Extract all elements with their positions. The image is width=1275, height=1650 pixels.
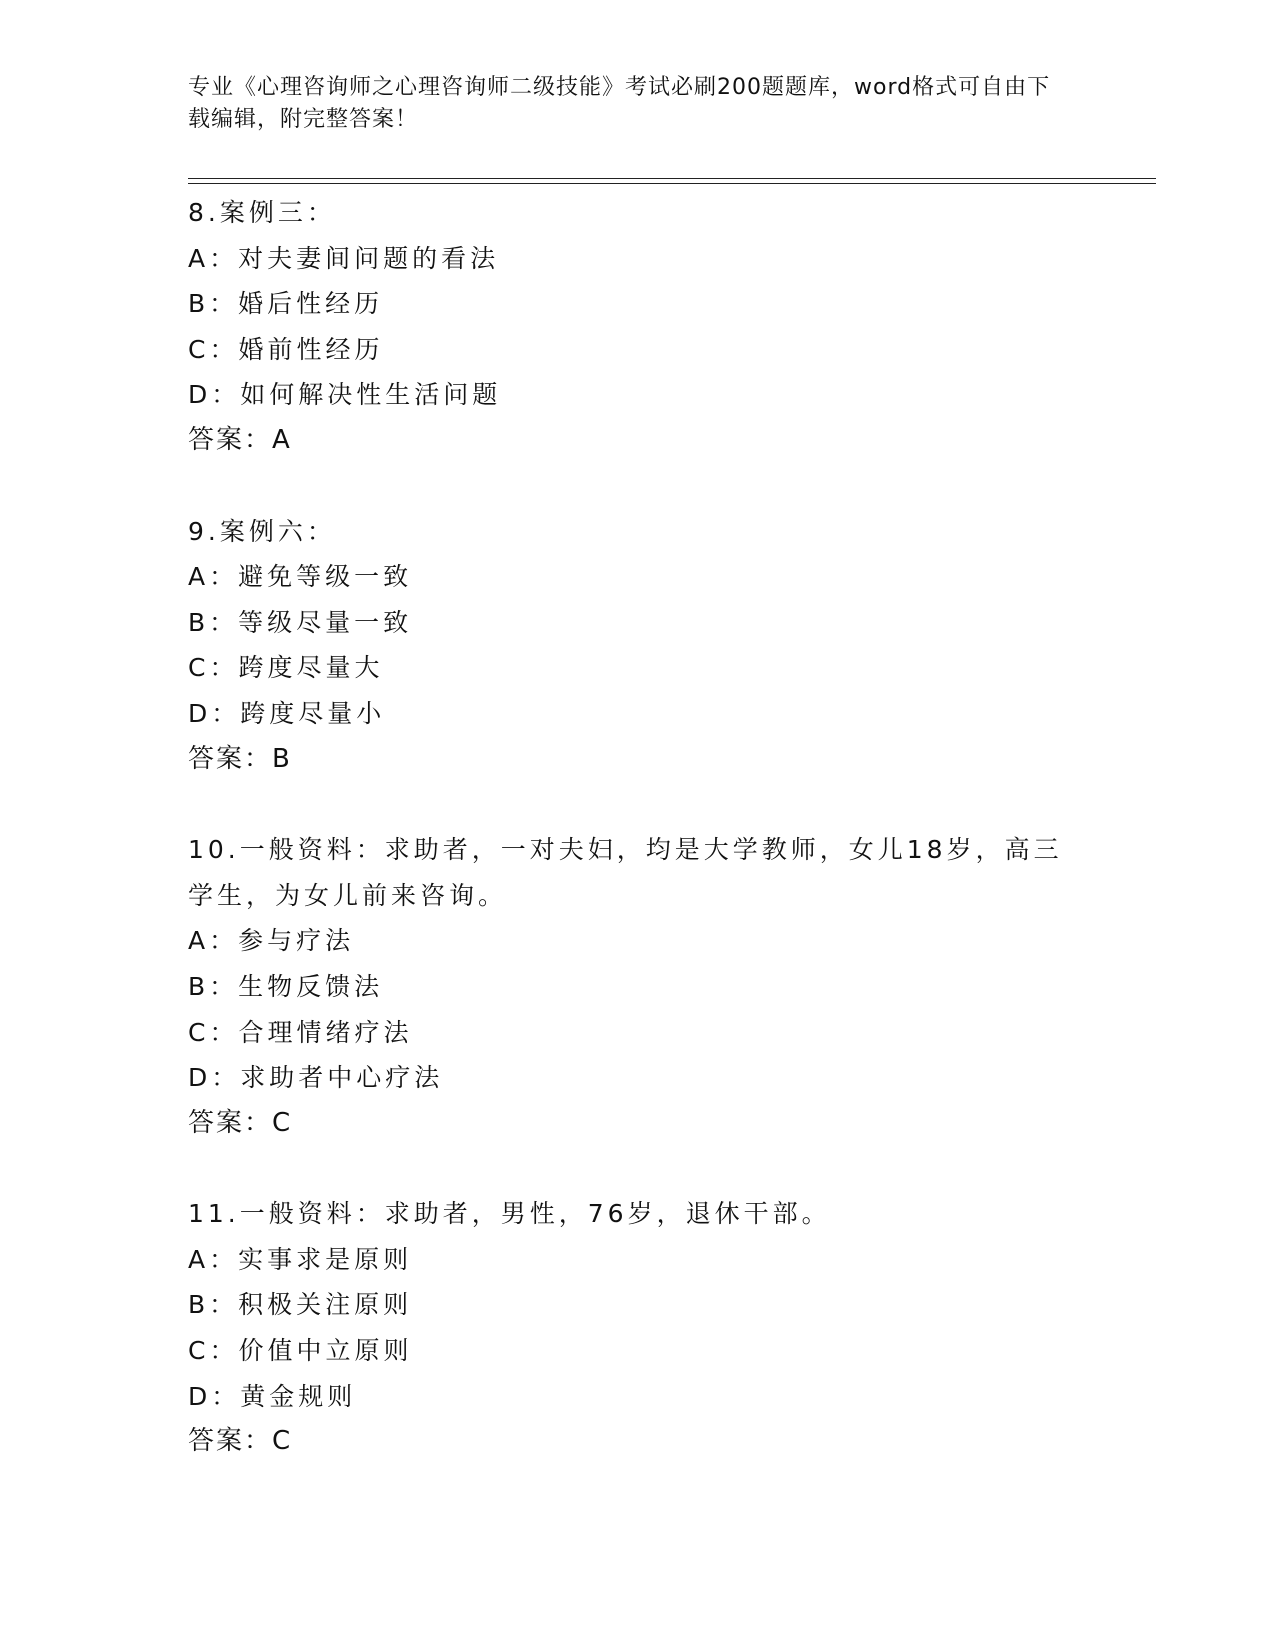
question-stem-line-1: 10.一般资料：求助者，一对夫妇，均是大学教师，女儿18岁，高三: [188, 835, 1063, 865]
option-a: A：避免等级一致: [188, 562, 413, 592]
document-header: 专业《心理咨询师之心理咨询师二级技能》考试必刷200题题库，word格式可自由下载编辑，附完整答案！: [188, 75, 1051, 132]
answer: 答案：B: [188, 743, 292, 774]
question-stem: 11.一般资料：求助者，男性，76岁，退休干部。: [188, 1199, 831, 1229]
option-c: C：价值中立原则: [188, 1336, 413, 1366]
option-b: B：积极关注原则: [188, 1290, 413, 1320]
question-stem: 9.案例六：: [188, 516, 336, 546]
option-b: B：生物反馈法: [188, 971, 384, 1001]
option-d: D：求助者中心疗法: [188, 1063, 444, 1093]
question-8: [188, 190, 1068, 464]
question-list: [188, 190, 1068, 1510]
answer: 答案：C: [188, 1426, 293, 1457]
option-d: D：黄金规则: [188, 1381, 357, 1411]
answer: 答案：C: [188, 1107, 293, 1138]
question-11: [188, 1191, 1068, 1465]
option-a: A：实事求是原则: [188, 1244, 413, 1274]
option-a: A：参与疗法: [188, 926, 355, 956]
question-stem-line-2: 学生，为女儿前来咨询。: [188, 880, 508, 910]
option-b: B：婚后性经历: [188, 289, 384, 319]
option-c: C：合理情绪疗法: [188, 1017, 413, 1047]
option-b: B：等级尽量一致: [188, 607, 413, 637]
question-9: [188, 509, 1068, 783]
option-d: D：跨度尽量小: [188, 698, 386, 728]
header-divider: [188, 178, 1156, 184]
option-c: C：婚前性经历: [188, 334, 384, 364]
option-d: D：如何解决性生活问题: [188, 380, 502, 410]
question-10: [188, 827, 1068, 1146]
option-a: A：对夫妻间问题的看法: [188, 243, 500, 273]
option-c: C：跨度尽量大: [188, 653, 384, 683]
answer: 答案：A: [188, 424, 292, 455]
question-stem: 8.案例三：: [188, 198, 336, 227]
